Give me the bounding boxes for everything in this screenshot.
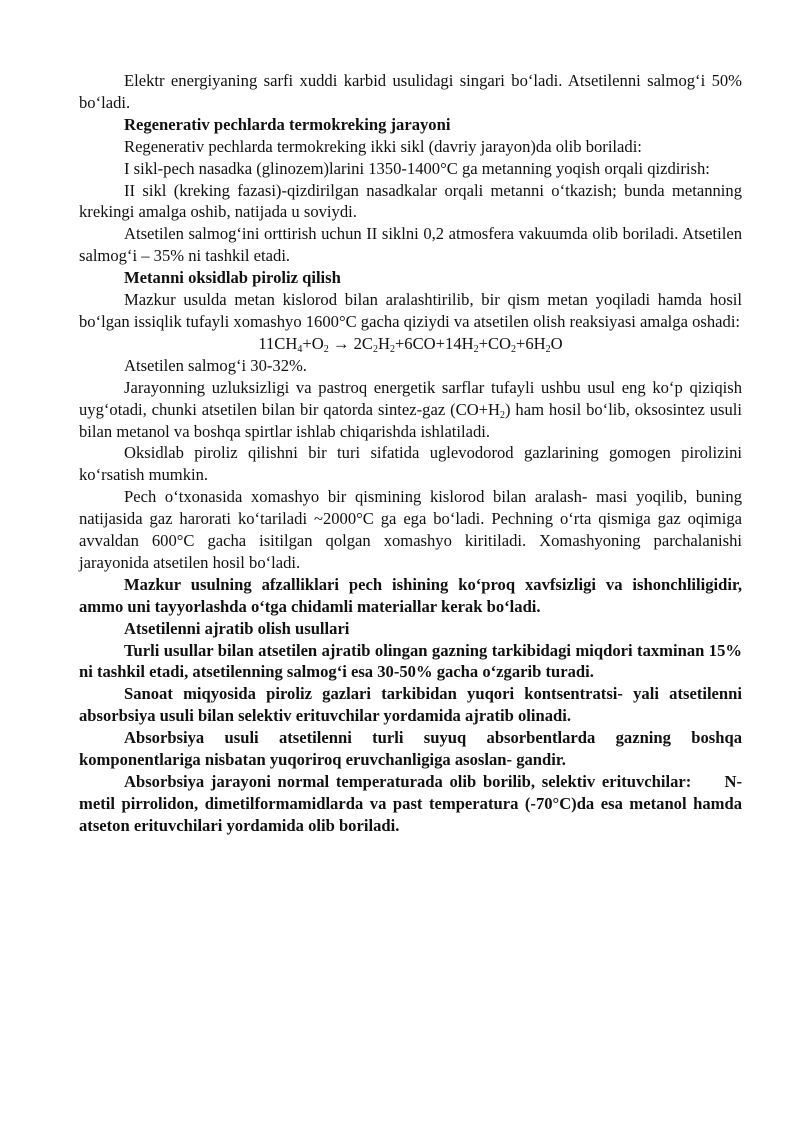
paragraph: Elektr energiyaning sarfi xuddi karbid usulidagi singari bo‘ladi. Atsetilenni salmog‘i 50% bo‘ladi.	[79, 71, 742, 112]
document-page	[79, 70, 742, 837]
section-heading: Regenerativ pechlarda termokreking jarayoni	[124, 114, 451, 134]
paragraph: Oksidlab piroliz qilishni bir turi sifatida uglevodorod gazlarining gomogen pirolizini ko‘rsatish mumkin.	[79, 443, 742, 485]
paragraph-bold: Mazkur usulning afzalliklari pech ishining ko‘proq xavfsizligi va ishonchliligidir, ammo uni tayyorlashda o‘tga chidamli materiallar kerak bo‘ladi.	[79, 574, 742, 616]
paragraph: II sikl (kreking fazasi)-qizdirilgan nasadkalar orqali metanni o‘tkazish; bunda metanning krekingi amalga oshib, natijada u soviydi.	[79, 180, 742, 222]
paragraph: Atsetilen salmog‘ini orttirish uchun II siklni 0,2 atmosfera vakuumda olib boriladi. Atsetilen salmog‘i – 35% ni tashkil etadi.	[79, 224, 742, 266]
paragraph: Jarayonning uzluksizligi va pastroq energetik sarflar tufayli ushbu usul eng ko‘p qiziqish uyg‘otadi, chunki atsetilen bilan bir qatorda sintez-gaz $(CO+H_2)$ ham hosil bo‘lib, oksosintez usuli bilan metanol va boshqa spirtlar ishlab chiqarishda ishlatiladi.	[79, 377, 742, 441]
chemical-equation: $11CH_4+O_2 \to 2C_2H_2+6CO+14H_2+CO_2+6H_2O$	[258, 333, 563, 355]
paragraph: Atsetilen salmog‘i 30-32%.	[124, 355, 307, 375]
paragraph: Regenerativ pechlarda termokreking ikki sikl (davriy jarayon)da olib boriladi:	[124, 136, 642, 156]
paragraph-bold: Absorbsiya jarayoni normal temperaturada olib borilib, selektiv erituvchilar: N-metil pirrolidon, dimetilformamidlarda va past temperatura (-70°C)da esa metanol hamda atseton erituvchilari yordamida olib boriladi.	[79, 772, 742, 835]
paragraph-bold: Sanoat miqyosida piroliz gazlari tarkibidan yuqori kontsentratsi- yali atsetilenni absorbsiya usuli bilan selektiv erituvchilar yordamida ajratib olinadi.	[79, 684, 742, 726]
paragraph: Pech o‘txonasida xomashyo bir qismining kislorod bilan aralash- masi yoqilib, buning natijasida gaz harorati ko‘tariladi ~2000°C ga ega bo‘ladi. Pechning o‘rta qismiga gaz oqimiga avvaldan 600°C gacha isitilgan qolgan xomashyo kiritiladi. Xomashyoning parchalanishi jarayonida atsetilen hosil bo‘ladi.	[79, 487, 742, 572]
paragraph-bold: Absorbsiya usuli atsetilenni turli suyuq absorbentlarda gazning boshqa komponentlariga nisbatan yuqoriroq eruvchanligiga asoslan- gandir.	[79, 728, 742, 770]
paragraph: I sikl-pech nasadka (glinozem)larini 1350-1400°C ga metanning yoqish orqali qizdirish:	[124, 158, 710, 178]
section-heading: Atsetilenni ajratib olish usullari	[124, 618, 350, 638]
paragraph: Mazkur usulda metan kislorod bilan aralashtirilib, bir qism metan yoqiladi hamda hosil bo‘lgan issiqlik tufayli xomashyo 1600°C gacha qiziydi va atsetilen olish reaksiyasi amalga oshadi:	[79, 290, 742, 331]
paragraph-bold: Turli usullar bilan atsetilen ajratib olingan gazning tarkibidagi miqdori taxminan 15% ni tashkil etadi, atsetilenning salmog‘i esa 30-50% gacha o‘zgarib turadi.	[79, 640, 742, 682]
section-heading: Metanni oksidlab piroliz qilish	[124, 268, 341, 288]
